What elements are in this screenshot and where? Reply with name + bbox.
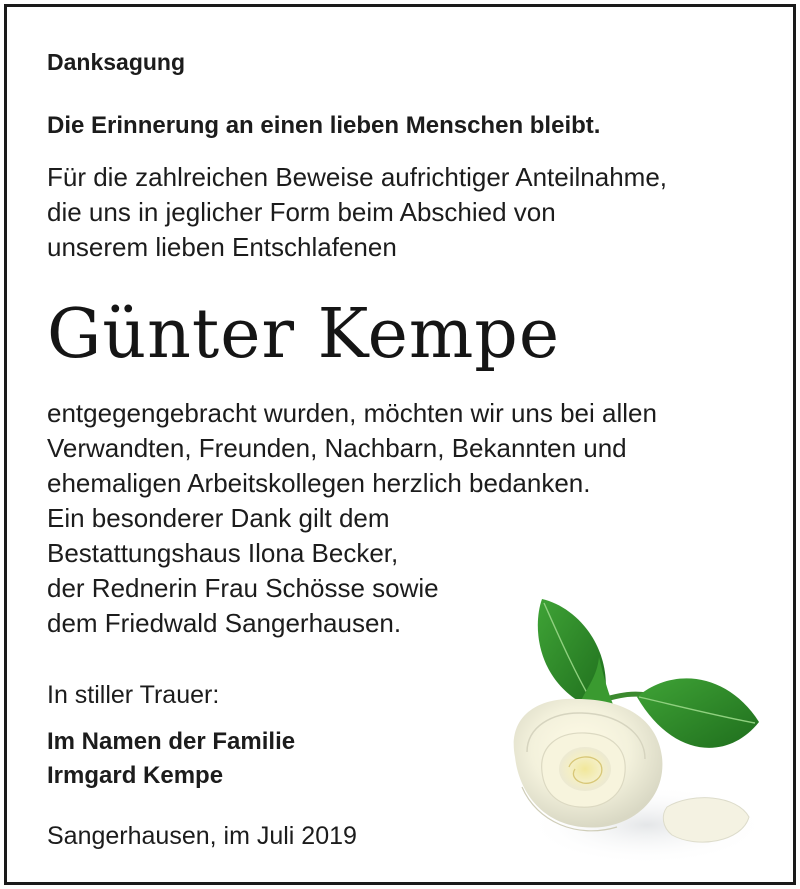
mourning-line: In stiller Trauer: [47,681,220,709]
rose-core [559,747,611,791]
intro-text [47,160,667,265]
notice-heading: Danksagung [47,49,186,75]
thanks-line: entgegengebracht wurden, möchten wir uns bei allen [47,398,657,428]
white-rose-icon [497,587,777,877]
family-line: Irmgard Kempe [47,762,224,789]
deceased-name: Günter Kempe [47,295,561,374]
thanks-line: Bestattungshaus Ilona Becker, [47,538,399,568]
thanks-line: der Rednerin Frau Schösse sowie [47,573,439,603]
thanks-line: Ein besonderer Dank gilt dem [47,503,390,533]
obituary-notice [4,4,796,885]
place-date: Sangerhausen, im Juli 2019 [47,822,357,850]
thanks-line: dem Friedwald Sangerhausen. [47,608,402,638]
family-signature [47,725,295,793]
intro-line: die uns in jeglicher Form beim Abschied von [47,197,556,227]
thanks-line: ehemaligen Arbeitskollegen herzlich bedanken. [47,468,591,498]
family-line: Im Namen der Familie [47,728,296,755]
intro-line: unserem lieben Entschlafenen [47,232,397,262]
notice-subheading: Die Erinnerung an einen lieben Menschen bleibt. [47,112,601,139]
intro-line: Für die zahlreichen Beweise aufrichtiger Anteilnahme, [47,162,668,192]
thanks-line: Verwandten, Freunden, Nachbarn, Bekannten und [47,433,627,463]
